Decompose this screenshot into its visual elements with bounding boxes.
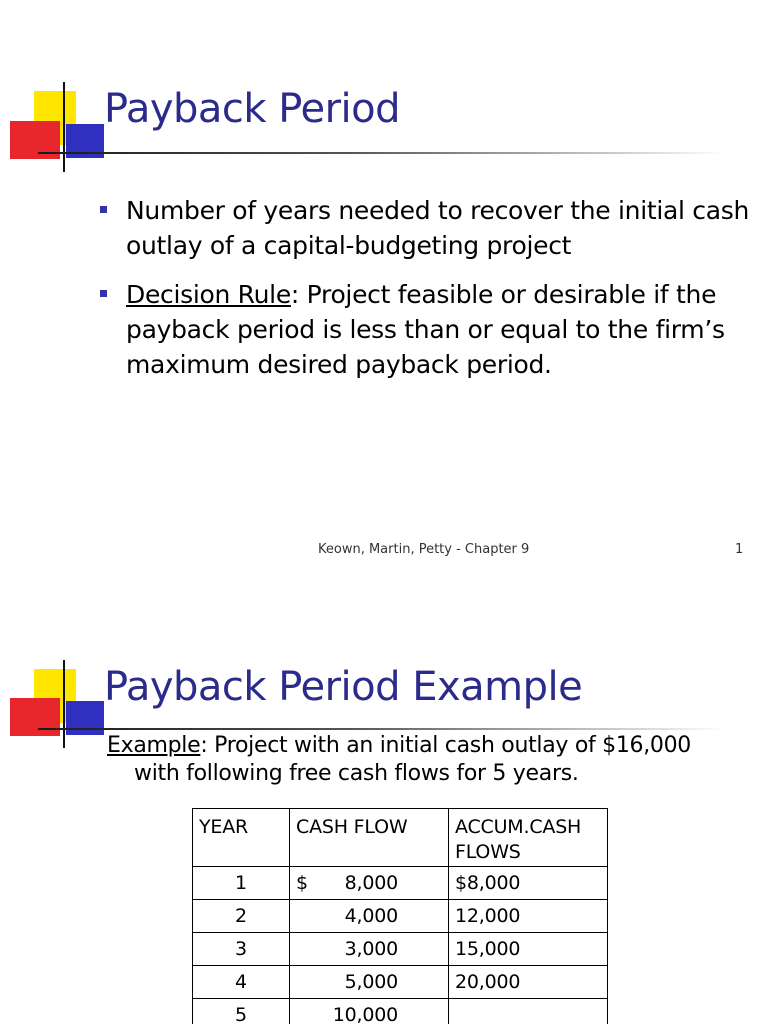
cash-flow-value: 4,000 <box>344 905 398 927</box>
accum-cell: 12,000 <box>449 900 608 933</box>
square-bullet-icon <box>100 206 107 213</box>
cash-flow-table <box>192 808 608 1024</box>
bullet-text: : Project feasible or desirable if the payback period is less than or equal to the firm’s maximum desired payback period. <box>126 280 725 379</box>
title-divider <box>38 728 728 730</box>
header-cash-flow: CASH FLOW <box>290 809 449 867</box>
accum-cell: 20,000 <box>449 966 608 999</box>
cash-flow-cell <box>290 867 449 900</box>
currency-symbol: $ <box>296 872 308 894</box>
year-cell: 3 <box>193 933 290 966</box>
slide-title: Payback Period <box>104 86 401 132</box>
decision-rule-label: Decision Rule <box>126 280 291 309</box>
cash-flow-value: 5,000 <box>344 971 398 993</box>
bullet-list <box>100 193 760 396</box>
cash-flow-cell <box>290 999 449 1024</box>
title-decoration-icon <box>0 580 110 760</box>
year-cell: 5 <box>193 999 290 1024</box>
year-cell: 1 <box>193 867 290 900</box>
accum-cell <box>449 999 608 1024</box>
bullet-item <box>100 277 760 382</box>
cash-flow-value: 3,000 <box>344 938 398 960</box>
cash-flow-cell <box>290 933 449 966</box>
table-row <box>193 966 608 999</box>
table-row <box>193 999 608 1024</box>
slide-footer: Keown, Martin, Petty - Chapter 9 <box>318 542 530 557</box>
accum-cell: $8,000 <box>449 867 608 900</box>
slide-title: Payback Period Example <box>104 664 583 710</box>
example-label: Example <box>107 733 201 758</box>
square-bullet-icon <box>100 290 107 297</box>
title-divider <box>38 152 728 154</box>
cash-flow-cell <box>290 900 449 933</box>
year-cell: 2 <box>193 900 290 933</box>
cash-flow-cell <box>290 966 449 999</box>
table-row <box>193 900 608 933</box>
bullet-item <box>100 193 760 263</box>
example-text <box>107 732 747 788</box>
header-year: YEAR <box>193 809 290 867</box>
example-line-2: with following free cash flows for 5 years. <box>134 761 579 786</box>
slide-number: 1 <box>735 542 744 557</box>
table-row <box>193 867 608 900</box>
bullet-text: Number of years needed to recover the initial cash outlay of a capital-budgeting project <box>126 196 750 260</box>
cash-flow-value: 10,000 <box>332 1004 398 1024</box>
cash-flow-value: 8,000 <box>344 872 398 894</box>
example-line-1: : Project with an initial cash outlay of $16,000 <box>200 733 691 758</box>
table-header-row <box>193 809 608 867</box>
year-cell: 4 <box>193 966 290 999</box>
header-accum-cash-flows: ACCUM.CASH FLOWS <box>449 809 608 867</box>
table-row <box>193 933 608 966</box>
slide-2 <box>0 580 768 1024</box>
accum-cell: 15,000 <box>449 933 608 966</box>
